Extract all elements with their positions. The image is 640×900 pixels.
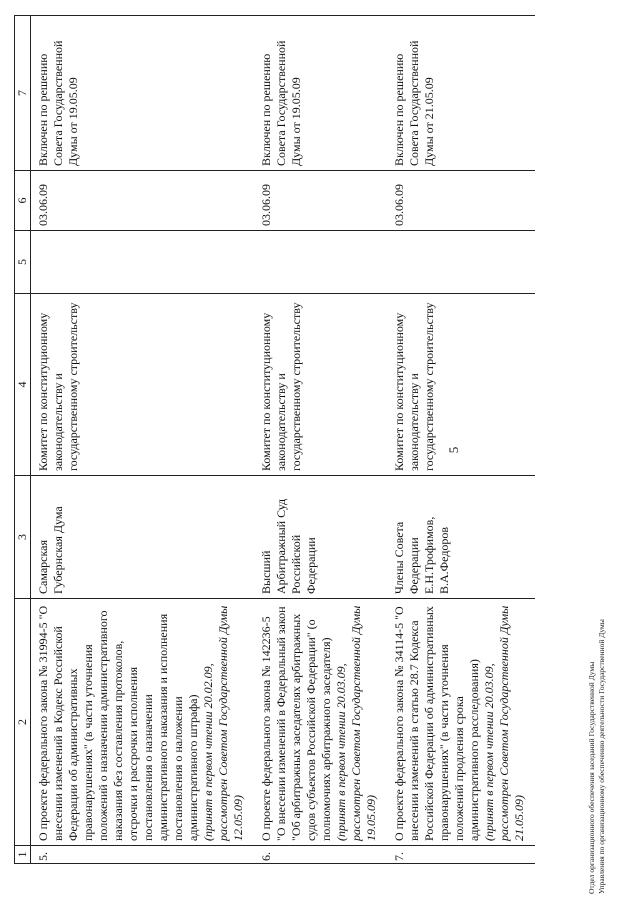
committee-cell: Комитет по конституционному законодательству и государственному строительству <box>254 294 387 476</box>
bill-description-cell <box>254 599 387 846</box>
decision-cell: Включен по решению Совета Государственной Думы от 21.05.09 <box>387 16 535 171</box>
committee-cell: Комитет по конституционному законодательству и государственному строительству <box>387 294 535 476</box>
bill-description-cell <box>31 599 255 846</box>
page-number: 5 <box>446 446 461 454</box>
column-5-cell <box>254 231 387 294</box>
footer-line: Управления по организационному обеспечению деятельности Государственной Думы <box>597 619 606 894</box>
footer-line: Отдел организационного обеспечения заседаний Государственной Думы <box>587 661 596 894</box>
column-header: 4 <box>15 294 31 476</box>
page-footer <box>587 619 607 894</box>
bill-status-note: (принят в первом чтении 20.03.09, рассмотрен Советом Государственной Думы 19.05.09) <box>334 605 378 841</box>
initiator-cell: Члены Совета Федерации Е.Н.Трофимов, В.А.Федоров <box>387 476 535 599</box>
row-number: 6. <box>254 846 387 864</box>
table-header-row <box>15 16 31 864</box>
table-row <box>31 16 255 864</box>
column-header: 7 <box>15 16 31 171</box>
column-header: 5 <box>15 231 31 294</box>
column-header: 6 <box>15 171 31 231</box>
date-cell: 03.06.09 <box>387 171 535 231</box>
bill-description-cell <box>387 599 535 846</box>
bill-description: О проекте федерального закона № 34114-5 "О внесении изменений в статью 28.7 Кодекса Российской Федерации об административных правонарушениях" (в части уточнения положений продления срока административного расследования) <box>392 606 481 841</box>
bill-status-note: (принят в первом чтении 20.02.09, рассмотрен Советом Государственной Думы 12.05.09) <box>201 605 245 841</box>
committee-cell: Комитет по конституционному законодательству и государственному строительству <box>31 294 255 476</box>
row-number: 7. <box>387 846 535 864</box>
column-5-cell <box>387 231 535 294</box>
date-cell: 03.06.09 <box>254 171 387 231</box>
column-header: 3 <box>15 476 31 599</box>
bill-description: О проекте федерального закона № 142236-5 "О внесении изменений в Федеральный закон "Об арбитражных заседателях арбитражных судов субъектов Российской Федерации" (о полномочиях арбитражного заседателя) <box>259 606 333 841</box>
table-row <box>387 16 535 864</box>
date-cell: 03.06.09 <box>31 171 255 231</box>
bill-description: О проекте федерального закона № 31994-5 "О внесении изменений в Кодекс Российской Федерации об административных правонарушениях" (в части уточнения положений о назначении административного наказания без составления протоколов, отсрочки и рассрочки исполнения постановления о назначении административного наказания и исполнения постановления о наложении административного штрафа) <box>36 605 200 841</box>
agenda-table <box>14 15 535 864</box>
initiator-cell: Самарская Губернская Дума <box>31 476 255 599</box>
decision-cell: Включен по решению Совета Государственной Думы от 19.05.09 <box>31 16 255 171</box>
column-header: 1 <box>15 846 31 864</box>
row-number: 5. <box>31 846 255 864</box>
initiator-cell: Высший Арбитражный Суд Российской Федерации <box>254 476 387 599</box>
column-header: 2 <box>15 599 31 846</box>
bill-status-note: (принят в первом чтении 20.03.09, рассмотрен Советом Государственной Думы 21.05.09) <box>482 605 526 841</box>
table-row <box>254 16 387 864</box>
decision-cell: Включен по решению Совета Государственной Думы от 19.05.09 <box>254 16 387 171</box>
column-5-cell <box>31 231 255 294</box>
